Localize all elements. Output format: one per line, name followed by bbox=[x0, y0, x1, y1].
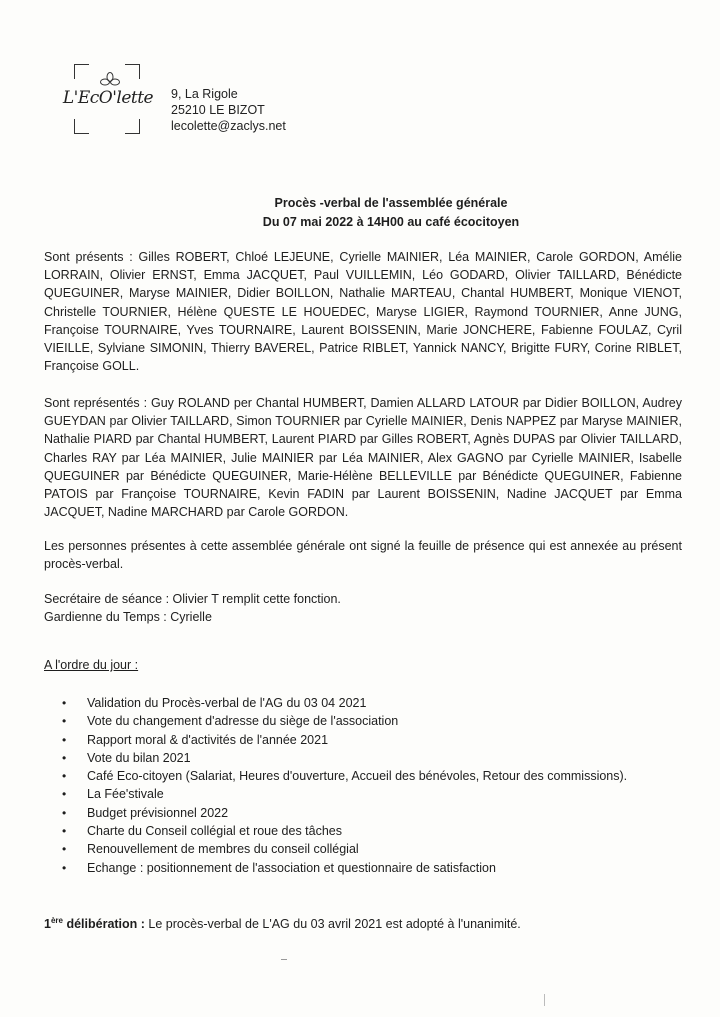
agenda-item bbox=[62, 712, 627, 730]
agenda-item bbox=[62, 749, 627, 767]
bullet-icon: • bbox=[62, 824, 67, 839]
scan-artifact bbox=[281, 959, 287, 960]
agenda-item-text: Café Eco-citoyen (Salariat, Heures d'ouverture, Accueil des bénévoles, Retour des commissions). bbox=[87, 769, 628, 784]
document-title bbox=[0, 194, 720, 232]
bullet-icon: • bbox=[62, 750, 67, 765]
agenda-item-text: La Fée'stivale bbox=[87, 787, 164, 802]
address-block bbox=[171, 86, 286, 134]
agenda-item bbox=[62, 859, 627, 877]
attendees-represented: Sont représentés : Guy ROLAND per Chantal HUMBERT, Damien ALLARD LATOUR par Didier BOILLON, Audrey GUEYDAN par Olivier TAILLARD, Simon TOURNIER par Cyrielle MAINIER, Denis NAPPEZ par Maryse MAINIER, Nathalie PIARD par Chantal HUMBERT, Laurent PIARD par Gilles ROBERT, Agnès DUPAS par Olivier TAILLARD, Charles RAY par Léa MAINIER, Julie MAINIER par Léa MAINIER, Alex GAGNO par Cyrielle MAINIER, Isabelle QUEGUINER par Bénédicte QUEGUINER, Marie-Hélène BELLEVILLE par Bénédicte QUEGUINER, Fabienne PATOIS par Françoise TOURNAIRE, Kevin FADIN par Laurent BOISSENIN, Nadine JACQUET par Emma JACQUET, Nadine MARCHARD par Carole GORDON. bbox=[44, 396, 682, 520]
bullet-icon: • bbox=[62, 805, 67, 820]
agenda-list bbox=[62, 694, 627, 877]
agenda-item bbox=[62, 804, 627, 822]
agenda-item-text: Vote du changement d'adresse du siège de l'association bbox=[87, 714, 399, 729]
agenda-item-text: Vote du bilan 2021 bbox=[87, 750, 191, 765]
title-line-2: Du 07 mai 2022 à 14H00 au café écocitoyen bbox=[262, 215, 520, 229]
agenda-item bbox=[62, 731, 627, 749]
deliberation-ordinal-suffix: ère bbox=[50, 916, 63, 925]
agenda-item bbox=[62, 785, 627, 803]
bullet-icon: • bbox=[62, 769, 67, 784]
agenda-item-text: Validation du Procès-verbal de l'AG du 03 04 2021 bbox=[87, 696, 367, 710]
deliberation-text: Le procès-verbal de L'AG du 03 avril 2021 est adopté à l'unanimité. bbox=[148, 917, 521, 932]
attendance-sheet-note: Les personnes présentes à cette assemblée générale ont signé la feuille de présence qui est annexée au présent procès-verbal. bbox=[44, 539, 682, 572]
association-logo bbox=[62, 64, 154, 136]
timekeeper-line: Gardienne du Temps : Cyrielle bbox=[44, 610, 212, 625]
address-city: 25210 LE BIZOT bbox=[171, 103, 265, 117]
logo-text: L'EcO'lette bbox=[62, 88, 154, 108]
agenda-item-text: Budget prévisionnel 2022 bbox=[87, 805, 229, 820]
logo-frame-corner bbox=[74, 119, 89, 134]
logo-frame-corner bbox=[125, 119, 140, 134]
agenda-item-text: Renouvellement de membres du conseil collégial bbox=[87, 842, 359, 857]
bullet-icon: • bbox=[62, 696, 67, 710]
agenda-item bbox=[62, 694, 627, 712]
first-deliberation bbox=[44, 916, 521, 931]
bullet-icon: • bbox=[62, 860, 67, 875]
attendees-present: Sont présents : Gilles ROBERT, Chloé LEJEUNE, Cyrielle MAINIER, Léa MAINIER, Carole GORDON, Amélie LORRAIN, Olivier ERNST, Emma JACQUET, Paul VUILLEMIN, Léo GODARD, Olivier TAILLARD, Bénédicte QUEGUINER, Maryse MAINIER, Didier BOILLON, Nathalie MARTEAU, Chantal HUMBERT, Monique VIENOT, Christelle TOURNIER, Hélène QUESTE LE HOUEDEC, Maryse LIGIER, Raymond TOURNIER, Anne JUNG, Françoise TOURNAIRE, Yves TOURNAIRE, Laurent BOISSENIN, Marie JONCHERE, Fabienne FOULAZ, Cyril VIEILLE, Sylviane SIMONIN, Thierry BAVEREL, Patrice RIBLET, Yannick NANCY, Brigitte FURY, Corine RIBLET, Françoise GOLL. bbox=[44, 250, 682, 374]
bullet-icon: • bbox=[62, 842, 67, 857]
secretary-line: Secrétaire de séance : Olivier T remplit cette fonction. bbox=[44, 592, 341, 606]
logo-frame-corner bbox=[125, 64, 140, 79]
agenda-item-text: Charte du Conseil collégial et roue des tâches bbox=[87, 824, 343, 839]
agenda-item-text: Echange : positionnement de l'association et questionnaire de satisfaction bbox=[87, 860, 496, 875]
bullet-icon: • bbox=[62, 732, 67, 747]
logo-frame-corner bbox=[74, 64, 89, 79]
bullet-icon: • bbox=[62, 714, 67, 729]
agenda-item-text: Rapport moral & d'activités de l'année 2021 bbox=[87, 732, 329, 747]
deliberation-label: délibération : bbox=[66, 917, 145, 932]
bullet-icon: • bbox=[62, 787, 67, 802]
agenda-item bbox=[62, 767, 627, 785]
agenda-item bbox=[62, 822, 627, 840]
agenda-heading: A l'ordre du jour : bbox=[44, 658, 139, 672]
agenda-item bbox=[62, 840, 627, 858]
address-street: 9, La Rigole bbox=[171, 87, 238, 101]
title-line-1: Procès -verbal de l'assemblée générale bbox=[274, 196, 508, 210]
deliberation-number: 1 bbox=[44, 917, 51, 932]
meeting-roles bbox=[44, 590, 682, 626]
address-email: lecolette@zaclys.net bbox=[171, 119, 286, 133]
scan-artifact bbox=[544, 994, 545, 1006]
